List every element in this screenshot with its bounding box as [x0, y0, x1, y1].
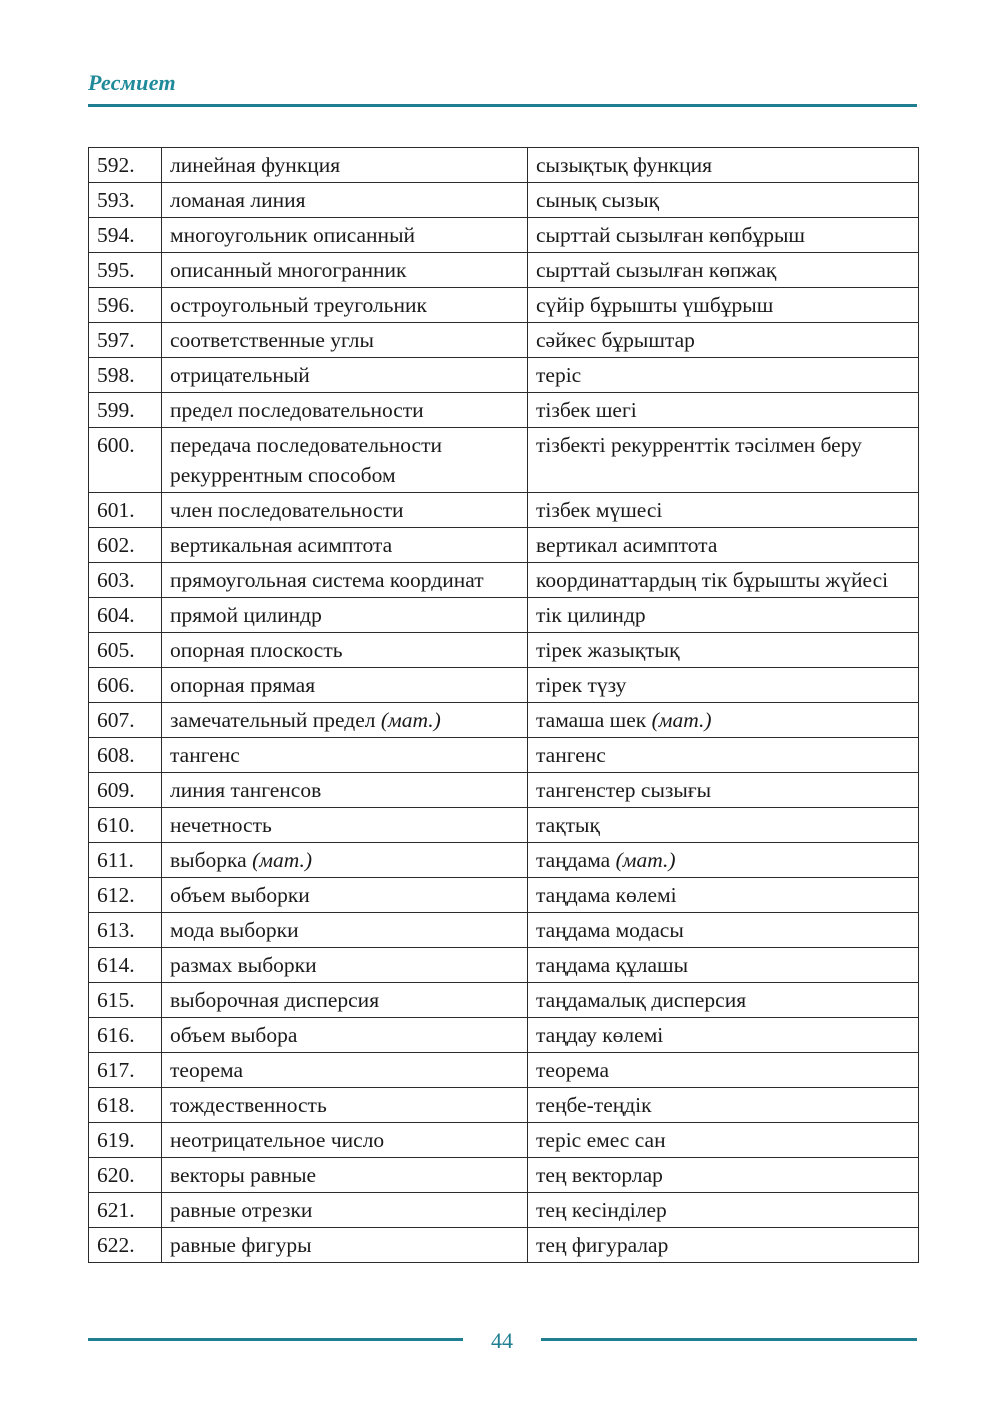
- term-kazakh-text: тік цилиндр: [536, 603, 646, 627]
- table-row: [89, 183, 919, 218]
- term-russian-text: линейная функция: [170, 153, 341, 177]
- term-russian-text: передача последовательности рекуррентным способом: [170, 433, 442, 487]
- term-kazakh: [528, 148, 919, 183]
- term-russian-text: отрицательный: [170, 363, 310, 387]
- table-row: [89, 428, 919, 493]
- term-number: 592.: [89, 148, 162, 183]
- table-row: [89, 358, 919, 393]
- table-row: [89, 913, 919, 948]
- term-russian: [162, 983, 528, 1018]
- term-kazakh: [528, 703, 919, 738]
- term-kazakh: [528, 393, 919, 428]
- table-row: [89, 218, 919, 253]
- term-russian: [162, 948, 528, 983]
- term-kazakh: [528, 738, 919, 773]
- term-kazakh: [528, 808, 919, 843]
- term-kazakh: [528, 528, 919, 563]
- term-kazakh-text: таңдама құлашы: [536, 953, 689, 977]
- term-kazakh: [528, 948, 919, 983]
- term-russian-text: вертикальная асимптота: [170, 533, 393, 557]
- term-kazakh-text: тірек жазықтық: [536, 638, 680, 662]
- term-kazakh-text: сызықтық функция: [536, 153, 713, 177]
- term-kazakh: [528, 218, 919, 253]
- table-row: [89, 1018, 919, 1053]
- term-kazakh: [528, 773, 919, 808]
- term-kazakh: [528, 428, 919, 493]
- term-number: 619.: [89, 1123, 162, 1158]
- table-row: [89, 738, 919, 773]
- term-kazakh: [528, 183, 919, 218]
- term-russian-text: тождественность: [170, 1093, 327, 1117]
- term-kazakh-text: тізбек мүшесі: [536, 498, 663, 522]
- term-russian-text: выборочная дисперсия: [170, 988, 380, 1012]
- term-russian: [162, 528, 528, 563]
- term-number: 596.: [89, 288, 162, 323]
- term-number: 595.: [89, 253, 162, 288]
- term-kazakh-text: таңдамалық дисперсия: [536, 988, 747, 1012]
- glossary-table-body: [89, 148, 919, 1263]
- term-russian: [162, 183, 528, 218]
- term-number: 597.: [89, 323, 162, 358]
- term-kazakh-note: (мат.): [615, 848, 676, 872]
- term-number: 593.: [89, 183, 162, 218]
- term-russian-text: объем выборки: [170, 883, 310, 907]
- term-russian: [162, 218, 528, 253]
- term-kazakh: [528, 913, 919, 948]
- term-russian-text: векторы равные: [170, 1163, 317, 1187]
- term-number: 608.: [89, 738, 162, 773]
- term-kazakh-text: тамаша шек: [536, 708, 647, 732]
- term-number: 606.: [89, 668, 162, 703]
- table-row: [89, 598, 919, 633]
- term-russian: [162, 1228, 528, 1263]
- table-row: [89, 148, 919, 183]
- term-kazakh-text: тангенстер сызығы: [536, 778, 712, 802]
- term-russian-text: теорема: [170, 1058, 243, 1082]
- term-kazakh-text: тең векторлар: [536, 1163, 663, 1187]
- term-kazakh-text: таңдама көлемі: [536, 883, 677, 907]
- term-russian: [162, 1053, 528, 1088]
- table-row: [89, 843, 919, 878]
- term-russian: [162, 878, 528, 913]
- term-number: 603.: [89, 563, 162, 598]
- term-russian: [162, 148, 528, 183]
- term-kazakh: [528, 1158, 919, 1193]
- term-russian-text: опорная плоскость: [170, 638, 343, 662]
- term-russian: [162, 1123, 528, 1158]
- term-russian-text: прямоугольная система координат: [170, 568, 484, 592]
- term-kazakh: [528, 598, 919, 633]
- footer-divider-left: [88, 1338, 463, 1341]
- term-number: 610.: [89, 808, 162, 843]
- term-kazakh: [528, 1193, 919, 1228]
- term-russian: [162, 253, 528, 288]
- term-number: 594.: [89, 218, 162, 253]
- term-kazakh: [528, 358, 919, 393]
- term-number: 620.: [89, 1158, 162, 1193]
- term-number: 599.: [89, 393, 162, 428]
- table-row: [89, 1158, 919, 1193]
- table-row: [89, 493, 919, 528]
- term-kazakh-text: тең кесінділер: [536, 1198, 667, 1222]
- term-kazakh-text: тізбек шегі: [536, 398, 637, 422]
- table-row: [89, 633, 919, 668]
- term-kazakh-text: тізбекті рекурренттік тәсілмен беру: [536, 433, 862, 457]
- term-russian-text: тангенс: [170, 743, 240, 767]
- term-russian-text: остроугольный треугольник: [170, 293, 427, 317]
- term-russian-text: замечательный предел: [170, 708, 376, 732]
- term-kazakh: [528, 288, 919, 323]
- term-kazakh-text: координаттардың тік бұрышты жүйесі: [536, 568, 889, 592]
- term-number: 612.: [89, 878, 162, 913]
- term-russian: [162, 1193, 528, 1228]
- term-russian-text: размах выборки: [170, 953, 317, 977]
- table-row: [89, 528, 919, 563]
- page-number: 44: [491, 1328, 513, 1353]
- term-kazakh-text: сынық сызық: [536, 188, 660, 212]
- term-kazakh-text: таңдама: [536, 848, 611, 872]
- term-kazakh-text: теріс емес сан: [536, 1128, 666, 1152]
- term-russian-text: член последовательности: [170, 498, 404, 522]
- term-russian: [162, 358, 528, 393]
- term-kazakh: [528, 1123, 919, 1158]
- table-row: [89, 288, 919, 323]
- term-russian-note: (мат.): [380, 708, 441, 732]
- term-number: 613.: [89, 913, 162, 948]
- term-kazakh-text: таңдау көлемі: [536, 1023, 664, 1047]
- table-row: [89, 948, 919, 983]
- table-row: [89, 253, 919, 288]
- table-row: [89, 1088, 919, 1123]
- term-kazakh: [528, 1018, 919, 1053]
- term-number: 604.: [89, 598, 162, 633]
- term-kazakh: [528, 1088, 919, 1123]
- term-kazakh: [528, 878, 919, 913]
- term-russian-text: многоугольник описанный: [170, 223, 416, 247]
- table-row: [89, 1193, 919, 1228]
- term-number: 601.: [89, 493, 162, 528]
- term-kazakh: [528, 1053, 919, 1088]
- header-divider: [88, 104, 917, 107]
- table-row: [89, 323, 919, 358]
- term-kazakh: [528, 563, 919, 598]
- term-kazakh-text: тақтық: [536, 813, 600, 837]
- term-number: 605.: [89, 633, 162, 668]
- term-kazakh: [528, 668, 919, 703]
- table-row: [89, 668, 919, 703]
- term-russian: [162, 738, 528, 773]
- term-kazakh-text: таңдама модасы: [536, 918, 684, 942]
- table-row: [89, 773, 919, 808]
- term-number: 621.: [89, 1193, 162, 1228]
- table-row: [89, 703, 919, 738]
- term-russian-text: равные фигуры: [170, 1233, 312, 1257]
- term-number: 602.: [89, 528, 162, 563]
- term-russian: [162, 1018, 528, 1053]
- term-russian-text: прямой цилиндр: [170, 603, 322, 627]
- term-russian-text: соответственные углы: [170, 328, 374, 352]
- term-kazakh-text: сырттай сызылған көпбұрыш: [536, 223, 805, 247]
- term-russian: [162, 288, 528, 323]
- footer-divider-right: [541, 1338, 917, 1341]
- term-number: 611.: [89, 843, 162, 878]
- term-russian-text: равные отрезки: [170, 1198, 313, 1222]
- term-russian-text: неотрицательное число: [170, 1128, 385, 1152]
- term-russian: [162, 493, 528, 528]
- term-kazakh-text: тірек түзу: [536, 673, 627, 697]
- term-russian-text: линия тангенсов: [170, 778, 322, 802]
- term-number: 600.: [89, 428, 162, 493]
- term-russian: [162, 668, 528, 703]
- term-number: 618.: [89, 1088, 162, 1123]
- term-kazakh-text: тең фигуралар: [536, 1233, 669, 1257]
- term-russian-text: объем выбора: [170, 1023, 298, 1047]
- table-row: [89, 983, 919, 1018]
- term-number: 622.: [89, 1228, 162, 1263]
- term-kazakh-text: вертикал асимптота: [536, 533, 718, 557]
- term-russian-text: описанный многогранник: [170, 258, 407, 282]
- term-number: 609.: [89, 773, 162, 808]
- term-russian: [162, 428, 528, 493]
- term-russian: [162, 913, 528, 948]
- term-russian-text: выборка: [170, 848, 247, 872]
- term-kazakh-text: теорема: [536, 1058, 609, 1082]
- term-russian: [162, 843, 528, 878]
- table-row: [89, 1053, 919, 1088]
- term-russian-text: ломаная линия: [170, 188, 306, 212]
- term-kazakh: [528, 983, 919, 1018]
- term-russian: [162, 773, 528, 808]
- table-row: [89, 1123, 919, 1158]
- term-russian-note: (мат.): [252, 848, 313, 872]
- term-kazakh: [528, 323, 919, 358]
- term-number: 607.: [89, 703, 162, 738]
- term-russian-text: предел последовательности: [170, 398, 424, 422]
- term-kazakh: [528, 253, 919, 288]
- term-russian: [162, 323, 528, 358]
- term-number: 615.: [89, 983, 162, 1018]
- term-russian: [162, 598, 528, 633]
- page-header-title: Ресмиет: [88, 70, 176, 95]
- term-russian-text: нечетность: [170, 813, 272, 837]
- table-row: [89, 808, 919, 843]
- term-russian-text: мода выборки: [170, 918, 299, 942]
- term-russian: [162, 563, 528, 598]
- table-row: [89, 878, 919, 913]
- term-number: 598.: [89, 358, 162, 393]
- term-russian: [162, 1088, 528, 1123]
- term-number: 616.: [89, 1018, 162, 1053]
- term-kazakh: [528, 1228, 919, 1263]
- term-kazakh-text: сырттай сызылған көпжақ: [536, 258, 777, 282]
- glossary-table: [88, 147, 919, 1263]
- term-kazakh: [528, 493, 919, 528]
- term-number: 614.: [89, 948, 162, 983]
- term-kazakh-text: теңбе-теңдік: [536, 1093, 652, 1117]
- term-kazakh-note: (мат.): [651, 708, 712, 732]
- table-row: [89, 563, 919, 598]
- term-kazakh: [528, 633, 919, 668]
- term-russian: [162, 393, 528, 428]
- table-row: [89, 393, 919, 428]
- term-russian: [162, 633, 528, 668]
- term-kazakh: [528, 843, 919, 878]
- term-number: 617.: [89, 1053, 162, 1088]
- table-row: [89, 1228, 919, 1263]
- term-russian: [162, 703, 528, 738]
- term-kazakh-text: теріс: [536, 363, 582, 387]
- term-russian-text: опорная прямая: [170, 673, 316, 697]
- term-kazakh-text: тангенс: [536, 743, 606, 767]
- term-kazakh-text: сүйір бұрышты үшбұрыш: [536, 293, 774, 317]
- term-kazakh-text: сәйкес бұрыштар: [536, 328, 695, 352]
- term-russian: [162, 1158, 528, 1193]
- term-russian: [162, 808, 528, 843]
